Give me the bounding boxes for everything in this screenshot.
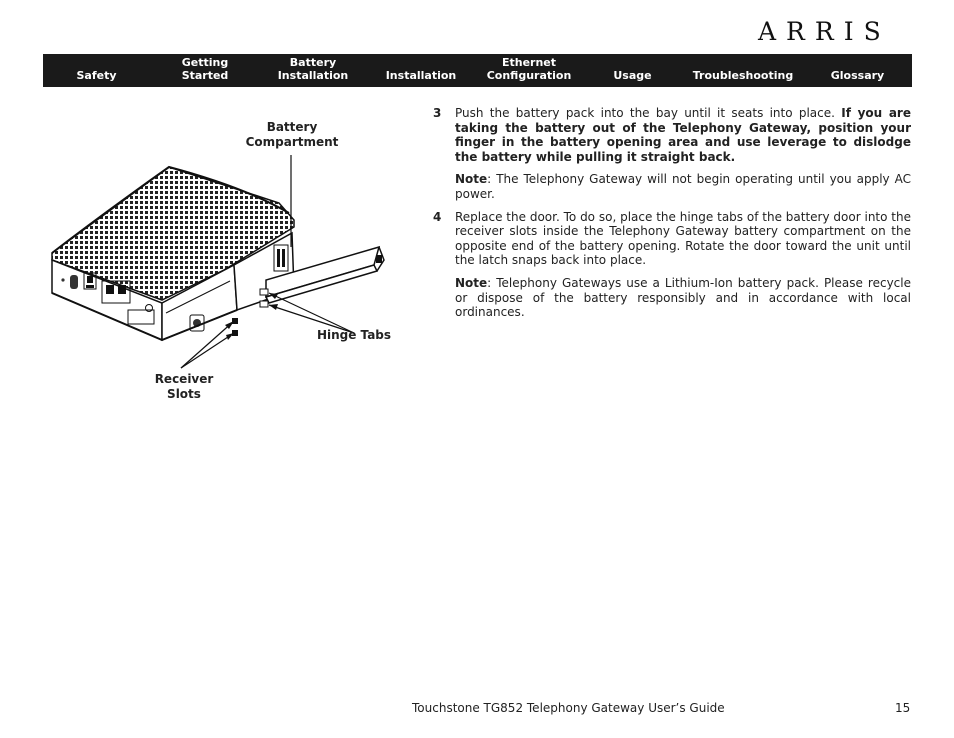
battery-compartment-label-line1: Battery <box>266 120 318 134</box>
nav-item-troubleshooting[interactable] <box>683 54 803 87</box>
note-ac-power <box>455 172 911 201</box>
battery-compartment-label-line2: Compartment <box>245 135 339 149</box>
nav-item-line2: Troubleshooting <box>692 69 794 82</box>
note-text: : Telephony Gateways use a Lithium-Ion battery pack. Please recycle or dispose of the battery responsibly and in accordance with local ordinances. <box>455 275 911 320</box>
nav-item-ethernet-configuration[interactable] <box>476 54 582 87</box>
telephony-gateway-illustration <box>44 115 404 410</box>
footer-guide-title: Touchstone TG852 Telephony Gateway User’s Guide <box>412 701 725 715</box>
nav-item-getting-started[interactable] <box>150 54 260 87</box>
step-number: 3 <box>433 106 442 120</box>
nav-item-line2: Configuration <box>486 69 572 82</box>
page-number: 15 <box>895 701 911 715</box>
note-label: Note <box>455 172 488 187</box>
step-3 <box>433 106 911 164</box>
instruction-steps <box>433 106 911 328</box>
step-3-text: Push the battery pack into the bay until it seats into place. <box>455 106 835 120</box>
nav-item-line2: Glossary <box>830 69 885 82</box>
step-3-bold-text: If you are taking the battery out of the Telephony Gateway, position your finger in the battery opening area and use leverage to dislodge the battery while pulling it straight back. <box>455 106 911 164</box>
top-navigation <box>43 54 912 87</box>
nav-item-glossary[interactable] <box>803 54 912 87</box>
nav-item-installation[interactable] <box>366 54 476 87</box>
step-text <box>455 106 911 164</box>
step-text: Replace the door. To do so, place the hinge tabs of the battery door into the receiver slots inside the Telephony Gateway battery compartment on the opposite end of the battery opening. Rotate the door toward the unit until the latch snaps back into place. <box>455 209 911 268</box>
note-lithium-ion <box>455 276 911 320</box>
receiver-slots-label-line1: Receiver <box>154 372 214 386</box>
battery-compartment-label <box>244 120 340 150</box>
nav-item-line1: Ethernet <box>501 56 557 69</box>
nav-item-battery-installation[interactable] <box>260 54 366 87</box>
note-label: Note <box>455 275 488 290</box>
nav-item-safety[interactable] <box>43 54 150 87</box>
hinge-tabs-label: Hinge Tabs <box>316 328 392 342</box>
receiver-slots-label <box>144 372 224 402</box>
note-text: : The Telephony Gateway will not begin operating until you apply AC power. <box>455 172 911 201</box>
receiver-slots-label-line2: Slots <box>167 387 201 401</box>
nav-item-usage[interactable] <box>582 54 683 87</box>
nav-item-line2: Installation <box>385 69 457 82</box>
step-4 <box>433 210 911 268</box>
nav-item-line2: Installation <box>277 69 349 82</box>
nav-item-line2: Safety <box>76 69 117 82</box>
nav-item-line2: Usage <box>613 69 652 82</box>
nav-item-line1: Getting <box>181 56 229 69</box>
nav-item-line2: Started <box>181 69 229 82</box>
nav-item-line1: Battery <box>289 56 337 69</box>
arris-logo: ARRIS <box>758 17 891 46</box>
battery-door-figure <box>44 115 404 410</box>
step-number: 4 <box>433 209 442 224</box>
